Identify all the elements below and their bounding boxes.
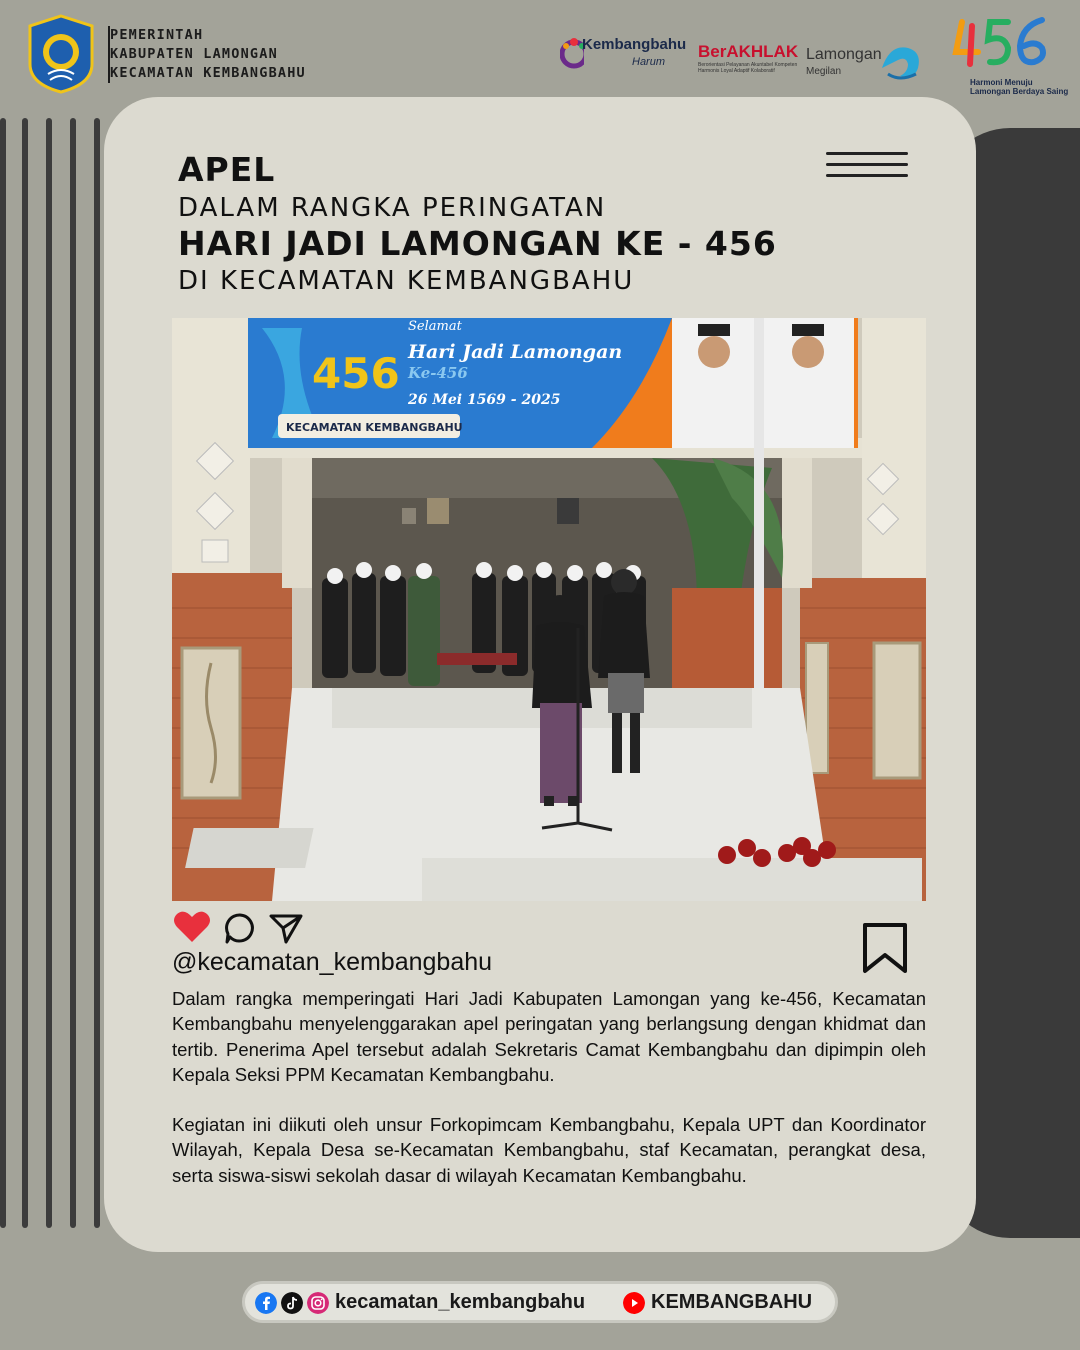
wave-icon bbox=[878, 38, 926, 84]
kembangbahu-logo-text: Kembangbahu bbox=[582, 36, 687, 53]
lamongan-logo-sub: Megilan bbox=[806, 66, 842, 77]
berakhlak-logo-sub: Berorientasi Pelayanan Akuntabel Kompeten Harmonis Loyal Adaptif Kolaboratif bbox=[698, 62, 798, 74]
gov-line-3: KECAMATAN KEMBANGBAHU bbox=[110, 65, 306, 81]
lamongan-logo-text: Lamongan bbox=[806, 46, 882, 63]
account-handle[interactable]: @kecamatan_kembangbahu bbox=[172, 948, 493, 976]
number-456-logo-icon bbox=[952, 12, 1052, 76]
gov-line-2: KABUPATEN LAMONGAN bbox=[110, 46, 278, 62]
lamongan-megilan-logo bbox=[806, 34, 926, 89]
caption-paragraph-2: Kegiatan ini diikuti oleh unsur Forkopimcam Kembangbahu, Kepala UPT dan Koordinator Wilayah, Kepala Desa se-Kecamatan Kembangbahu, staf Kecamatan, perangkat desa, serta siswa-siswi sekolah dasar di wilayah Kecamatan Kembangbahu. bbox=[172, 1114, 926, 1186]
ceremony-photo-illustration bbox=[172, 318, 926, 901]
berakhlak-logo bbox=[698, 42, 802, 82]
government-title bbox=[108, 26, 306, 83]
hari-jadi-456-logo-sub bbox=[970, 78, 1068, 96]
hjl-tagline-1: Harmoni Menuju bbox=[970, 78, 1033, 87]
title-main: HARI JADI LAMONGAN KE - 456 bbox=[178, 224, 777, 263]
tiktok-icon[interactable] bbox=[281, 1292, 303, 1314]
banner-text-2: Hari Jadi Lamongan bbox=[408, 341, 623, 363]
caption-paragraph-1: Dalam rangka memperingati Hari Jadi Kabupaten Lamongan yang ke-456, Kecamatan Kembangbahu menyelenggarakan apel peringatan yang berlangsung dengan khidmat dan tertib. Penerima Apel tersebut adalah Sekretaris Camat Kembangbahu dan dipimpin oleh Kepala Seksi PPM Kecamatan Kembangbahu. bbox=[172, 988, 926, 1085]
svg-text:456: 456 bbox=[312, 349, 400, 398]
post-caption bbox=[172, 986, 926, 1213]
bookmark-icon[interactable] bbox=[860, 922, 910, 974]
title-subtitle: DALAM RANGKA PERINGATAN bbox=[178, 193, 607, 223]
kembangbahu-logo-sub: Harum bbox=[632, 56, 666, 68]
stripe bbox=[46, 118, 52, 1228]
banner-text-1: Selamat bbox=[408, 319, 462, 334]
banner-text-4: 26 Mei 1569 - 2025 bbox=[408, 392, 561, 408]
banner-tag: KECAMATAN KEMBANGBAHU bbox=[286, 421, 463, 434]
social-footer bbox=[242, 1281, 838, 1323]
comment-icon[interactable] bbox=[224, 912, 258, 944]
like-heart-icon[interactable] bbox=[173, 910, 211, 944]
berakhlak-logo-text: BerAKHLAK bbox=[698, 42, 799, 61]
partner-logos bbox=[560, 12, 1070, 102]
stripe bbox=[70, 118, 76, 1228]
hjl-tagline-2: Lamongan Berdaya Saing bbox=[970, 87, 1069, 96]
footer-youtube-channel[interactable]: KEMBANGBAHU bbox=[651, 1291, 813, 1313]
footer-social-handle[interactable]: kecamatan_kembangbahu bbox=[335, 1291, 586, 1313]
hari-jadi-456-logo bbox=[936, 12, 1070, 102]
instagram-icon[interactable] bbox=[307, 1292, 329, 1314]
title-location: DI KECAMATAN KEMBANGBAHU bbox=[178, 266, 635, 296]
post-photo bbox=[172, 318, 926, 901]
share-send-icon[interactable] bbox=[268, 912, 304, 944]
banner-text-3: Ke-456 bbox=[408, 364, 468, 382]
lamongan-regency-emblem-icon bbox=[26, 14, 96, 94]
stripe bbox=[22, 118, 28, 1228]
decorative-stripes bbox=[0, 118, 110, 1228]
kembangbahu-flower-icon bbox=[560, 34, 584, 74]
stripe bbox=[0, 118, 6, 1228]
title-apel: APEL bbox=[178, 150, 276, 189]
kembangbahu-harum-logo bbox=[560, 30, 695, 85]
menu-icon[interactable] bbox=[826, 152, 910, 180]
gov-line-1: PEMERINTAH bbox=[110, 27, 204, 43]
stripe bbox=[94, 118, 100, 1228]
facebook-icon[interactable] bbox=[255, 1292, 277, 1314]
youtube-icon[interactable] bbox=[623, 1292, 645, 1314]
